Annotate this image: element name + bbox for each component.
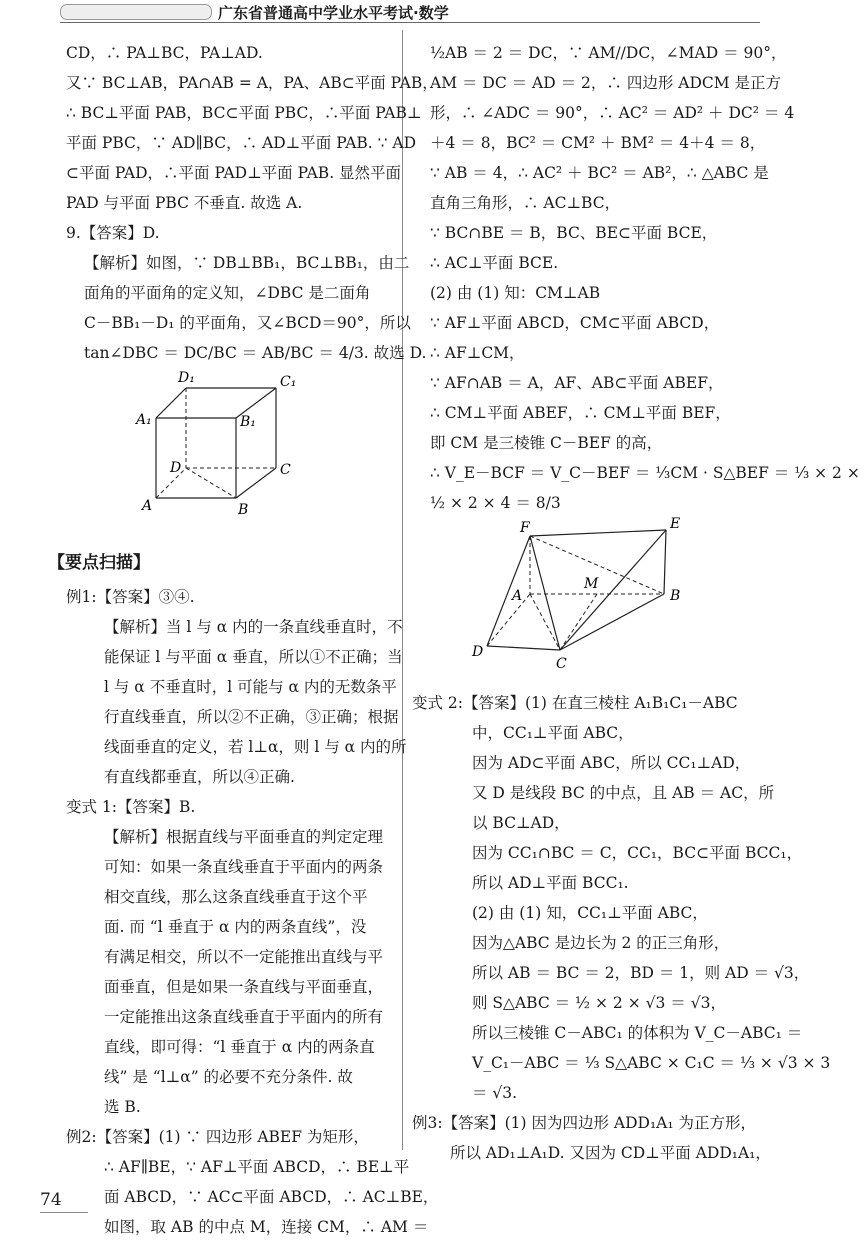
text-line: 线” 是 “l⊥α” 的必要不充分条件. 故 <box>104 1068 353 1086</box>
text-line: 因为△ABC 是边长为 2 的正三角形， <box>472 934 730 952</box>
text-line: ∴ AF∥BE，∵ AF⊥平面 ABCD，∴ BE⊥平 <box>104 1158 410 1176</box>
pyramid-label-C: C <box>556 656 567 672</box>
text-line: tan∠DBC ＝ DC/BC ＝ AB/BC ＝ 4/3. 故选 D. <box>84 344 427 362</box>
page-header <box>60 0 760 22</box>
text-line: 选 B. <box>104 1098 141 1116</box>
page-number: 74 <box>40 1190 62 1210</box>
text-line: ∴ CM⊥平面 ABEF，∴ CM⊥平面 BEF， <box>430 404 731 422</box>
text-line: ∵ BC∩BE ＝ B，BC、BE⊂平面 BCE， <box>430 224 718 242</box>
text-line: ＝ √3. <box>472 1084 518 1102</box>
text-line: 如图，取 AB 的中点 M，连接 CM，∴ AM ＝ <box>104 1218 429 1236</box>
text-line: ∴ AC⊥平面 BCE. <box>430 254 559 272</box>
text-line: 线面垂直的定义，若 l⊥α，则 l 与 α 内的所 <box>104 738 407 756</box>
cube-label-B: B <box>238 502 249 518</box>
series-logo <box>60 4 212 20</box>
text-line: l 与 α 不垂直时，l 可能与 α 内的无数条平 <box>104 678 397 696</box>
text-line: ∵ AB ＝ 4，∴ AC² ＋ BC² ＝ AB²，∴ △ABC 是 <box>430 164 769 182</box>
text-line: 面. 而 “l 垂直于 α 内的两条直线”，没 <box>104 918 367 936</box>
cube-label-A: A <box>142 498 153 514</box>
header-title: 广东省普通高中学业水平考试·数学 <box>218 4 449 22</box>
pyramid-label-M: M <box>584 576 599 592</box>
pyramid-label-E: E <box>670 516 681 532</box>
page-number-ornament <box>40 1212 88 1213</box>
text-line: (2) 由 (1) 知，CC₁⊥平面 ABC， <box>472 904 708 922</box>
text-line: AM ＝ DC ＝ AD ＝ 2，∴ 四边形 ADCM 是正方 <box>430 74 782 92</box>
text-line: 面垂直，但是如果一条直线与平面垂直， <box>104 978 384 996</box>
text-line: ＋4 ＝ 8，BC² ＝ CM² ＋ BM² ＝ 4＋4 ＝ 8， <box>430 134 766 152</box>
text-line: 【解析】当 l 与 α 内的一条直线垂直时，不 <box>104 618 403 636</box>
column-divider <box>402 30 403 1150</box>
cube-figure <box>66 368 396 538</box>
text-line: 因为 AD⊂平面 ABC，所以 CC₁⊥AD， <box>472 754 751 772</box>
text-line: ∴ BC⊥平面 PAB，BC⊂平面 PBC，∴平面 PAB⊥ <box>66 104 422 122</box>
text-line: 例3:【答案】(1) 因为四边形 ADD₁A₁ 为正方形， <box>412 1114 756 1132</box>
text-line: ∴ V_E－BCF ＝ V_C－BEF ＝ ⅓CM · S△BEF ＝ ⅓ × 2 × <box>430 464 860 482</box>
header-rule <box>60 22 760 23</box>
text-line: 中，CC₁⊥平面 ABC， <box>472 724 634 742</box>
text-line: 相交直线，那么这条直线垂直于这个平 <box>104 888 368 906</box>
text-line: ⊂平面 PAD，∴平面 PAD⊥平面 PAB. 显然平面 <box>66 164 402 182</box>
text-line: 又 D 是线段 BC 的中点，且 AB ＝ AC，所 <box>472 784 775 802</box>
text-line: 例1:【答案】③④. <box>66 588 195 606</box>
text-line: (2) 由 (1) 知：CM⊥AB <box>430 284 601 302</box>
text-line: 可知：如果一条直线垂直于平面内的两条 <box>104 858 384 876</box>
cube-label-B1: B₁ <box>240 414 256 430</box>
text-line: 直角三角形，∴ AC⊥BC， <box>430 194 621 212</box>
cube-label-D1: D₁ <box>178 370 195 386</box>
pyramid-label-F: F <box>520 520 530 536</box>
text-line: 以 BC⊥AD， <box>472 814 570 832</box>
text-line: 例2:【答案】(1) ∵ 四边形 ABEF 为矩形， <box>66 1128 369 1146</box>
text-line: 所以 AB ＝ BC ＝ 2，BD ＝ 1，则 AD ＝ √3， <box>472 964 810 982</box>
cube-diagram <box>66 368 396 538</box>
text-line: 即 CM 是三棱锥 C－BEF 的高， <box>430 434 663 452</box>
text-line: V_C₁－ABC ＝ ⅓ S△ABC × C₁C ＝ ⅓ × √3 × 3 <box>472 1054 831 1072</box>
text-line: 【解析】如图，∵ DB⊥BB₁，BC⊥BB₁，由二 <box>84 254 410 272</box>
text-line: 因为 CC₁∩BC ＝ C，CC₁，BC⊂平面 BCC₁， <box>472 844 803 862</box>
text-line: 形，∴ ∠ADC ＝ 90°，∴ AC² ＝ AD² ＋ DC² ＝ 4 <box>430 104 795 122</box>
right-column <box>412 38 860 1168</box>
cube-label-C: C <box>280 462 291 478</box>
text-line: 则 S△ABC ＝ ½ × 2 × √3 ＝ √3， <box>472 994 726 1012</box>
pyramid-label-A: A <box>512 588 523 604</box>
text-line: 变式 1:【答案】B. <box>66 798 196 816</box>
section-title: 【要点扫描】 <box>48 553 150 573</box>
cube-label-A1: A₁ <box>136 412 152 428</box>
cube-label-C1: C₁ <box>280 374 297 390</box>
answer-line: 9.【答案】D. <box>66 224 160 242</box>
text-line: PAD 与平面 PBC 不垂直. 故选 A. <box>66 194 303 212</box>
text-line: 直线，即可得：“l 垂直于 α 内的两条直 <box>104 1038 375 1056</box>
text-line: 行直线垂直，所以②不正确，③正确；根据 <box>104 708 399 726</box>
text-line: 有满足相交，所以不一定能推出直线与平 <box>104 948 384 966</box>
text-line: 又∵ BC⊥AB，PA∩AB = A，PA、AB⊂平面 PAB， <box>66 74 438 92</box>
text-line: ½AB ＝ 2 ＝ DC，∵ AM//DC，∠MAD ＝ 90°， <box>430 44 787 62</box>
text-line: 所以 AD₁⊥A₁D. 又因为 CD⊥平面 ADD₁A₁， <box>450 1144 771 1162</box>
text-line: ∵ AF∩AB ＝ A，AF、AB⊂平面 ABEF， <box>430 374 724 392</box>
text-line: 所以 AD⊥平面 BCC₁. <box>472 874 629 892</box>
text-line: ½ × 2 × 4 ＝ 8/3 <box>430 494 561 512</box>
pyramid-diagram <box>412 518 752 688</box>
text-line: 面 ABCD，∵ AC⊂平面 ABCD，∴ AC⊥BE， <box>104 1188 439 1206</box>
cube-label-D: D <box>170 460 182 476</box>
pyramid-label-B: B <box>670 588 681 604</box>
text-line: 能保证 l 与平面 α 垂直，所以①不正确；当 <box>104 648 403 666</box>
text-line: ∵ AF⊥平面 ABCD，CM⊂平面 ABCD， <box>430 314 720 332</box>
text-line: 有直线都垂直，所以④正确. <box>104 768 295 786</box>
pyramid-figure <box>412 518 752 688</box>
text-line: 变式 2:【答案】(1) 在直三棱柱 A₁B₁C₁－ABC <box>412 694 738 712</box>
text-line: C－BB₁－D₁ 的平面角，又∠BCD＝90°，所以 <box>84 314 411 332</box>
text-line: 一定能推出这条直线垂直于平面内的所有 <box>104 1008 384 1026</box>
text-line: 所以三棱锥 C－ABC₁ 的体积为 V_C－ABC₁ ＝ <box>472 1024 803 1042</box>
text-line: CD，∴ PA⊥BC，PA⊥AD. <box>66 44 263 62</box>
text-line: 平面 PBC，∵ AD∥BC，∴ AD⊥平面 PAB. ∵ AD <box>66 134 417 152</box>
text-line: 面角的平面角的定义知，∠DBC 是二面角 <box>84 284 371 302</box>
text-line: 【解析】根据直线与平面垂直的判定定理 <box>104 828 384 846</box>
pyramid-label-D: D <box>472 644 484 660</box>
text-line: ∴ AF⊥CM， <box>430 344 525 362</box>
